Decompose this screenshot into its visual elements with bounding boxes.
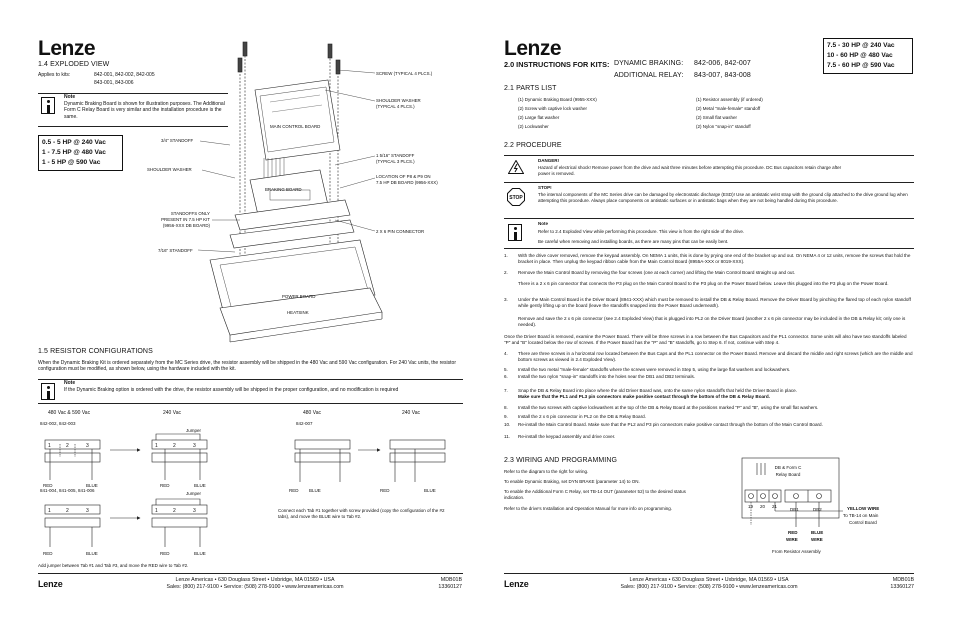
note2-text: If the Dynamic Braking option is ordered with the drive, the resistor assembly will be shipped in the proper configuration, and no modification is required [64,387,399,393]
terminal-19: 19 [748,504,754,509]
procedure-step [504,270,914,276]
parts-right-4: (2) Nylon "snap-in" standoff [696,124,751,129]
svg-text:2: 2 [173,508,176,514]
footer-doc-id: MDB01B [892,577,914,583]
danger-title: DANGER! [538,158,559,163]
applies-kits-line1: 842-001, 842-002, 842-005 [94,72,155,78]
footer-doc-id: MDB01B [440,577,462,583]
procedure-step-number: 11. [504,434,511,439]
note-text: Dynamic Braking Board is shown for illustration purposes. The Additional Form C Relay Board is very similar and the installation procedure is the same. [64,101,225,120]
label-power-board: POWER BOARD [282,294,316,299]
rating-line-2: 10 - 60 HP @ 480 Vac [827,52,893,59]
lenze-logo: Lenze [38,37,96,60]
procedure-step-text: There is a 2 x 6 pin connector that connects the P3 plug on the Main Control Board to the P3 plug on the Power Board below. Leave this plugged into the P3 plug on the Power Board. [518,281,889,286]
parts-right-2: (2) Metal "male-female" standoff [696,106,761,111]
footer-part-number: 13360127 [890,584,914,590]
procedure-step [504,414,914,420]
note-title: Note [64,94,76,100]
section-heading-wiring: 2.3 WIRING AND PROGRAMMING [504,457,618,464]
blue-wire-label-2: WIRE [811,537,823,542]
parts-right-1: (1) Resistor assembly (if ordered) [696,97,763,102]
svg-text:3: 3 [86,508,89,514]
procedure-step [504,334,914,346]
red-wire-label-2: WIRE [786,537,798,542]
terminal-21: 21 [772,504,778,509]
board-label-1: DB & Form C [774,465,802,470]
kit-value-additional-relay: 843-007, 843-008 [694,72,751,79]
footer-contact: Sales: (800) 217-9100 • Service: (508) 278-9100 • www.lenzeamericas.com [620,584,798,590]
warning-triangle-icon [508,160,524,174]
callout-standoff-34: 3/4" STANDOFF [161,138,194,143]
callout-pin-connector: 2 X 6 PIN CONNECTOR [376,229,425,234]
procedure-step-number: 8. [504,405,508,410]
kit-label-additional-relay: ADDITIONAL RELAY: [614,72,684,79]
yellow-wire-desc-1: To TB-14 on Main [843,513,879,518]
wire-red-b2: RED [380,488,390,493]
section-heading-parts-list: 2.1 PARTS LIST [504,85,557,92]
procedure-step-text: Install the 2 x 6 pin connector in PL2 on the DB & Relay Board. [518,414,646,419]
terminal-db2: DB2 [813,507,822,512]
procedure-step [504,434,914,440]
wire-red-a2: RED [160,483,170,488]
callout-standoff-1516-2: (TYPICAL 3 PLCS.) [376,159,415,164]
svg-text:1: 1 [48,508,51,514]
info-icon [41,97,55,114]
procedure-step-text: Snap the DB & Relay Board into place where the old Driver Board was, onto the same nylon standoffs that held the Driver Board in place. [518,388,798,393]
board-label-2: Relay Board [775,472,801,477]
danger-text: Hazard of electrical shock! Remove power from the drive and wait three minutes before attempting this procedure. DC Bus capacitors retain charge after power is removed. [538,165,842,176]
info-icon [508,224,522,241]
header-480-590: 480 Vac & 590 Vac [48,410,91,416]
from-resistor-label: From Resistor Assembly [772,549,821,554]
resistor-intro-text: When the Dynamic Braking Kit is ordered separately from the MC Series drive, the resistor assembly will be shipped in the 480 Vac and 590 Vac configuration. For 240 Vac units, the resistor configuration must be modified, as shown below, using the hardware included with the kit. [38,360,456,373]
procedure-step-text: Re-install the keypad assembly and drive cover. [518,434,616,439]
callout-standoff-716: 7/16" STANDOFF [158,248,193,253]
procedure-step [504,253,914,270]
note-title: Note [538,221,548,226]
ratings-box [38,135,123,171]
rating-line-1: 7.5 - 30 HP @ 240 Vac [827,42,895,49]
procedure-step [504,394,914,400]
callout-shoulder-washer-right-2: (TYPICAL 4 PLCS.) [376,104,415,109]
rating-line-2: 1 - 7.5 HP @ 480 Vac [42,149,106,156]
callout-leader-lines [140,70,380,260]
procedure-step [504,374,914,380]
procedure-step-number: 5. [504,367,508,372]
svg-text:3: 3 [193,508,196,514]
svg-text:3: 3 [86,443,89,449]
parts-left-1: (1) Dynamic Braking Board (9955-XXX) [518,97,597,102]
connect-tabs-text: Connect each Tab #1 together with screw provided (copy the configuration of the #2 tabs), and move the BLUE wire to Tab #2. [278,508,445,519]
footer-contact: Sales: (800) 217-9100 • Service: (508) 278-9100 • www.lenzeamericas.com [166,584,344,590]
footer-logo: Lenze [504,579,529,589]
procedure-step [504,297,914,314]
rating-line-1: 0.5 - 5 HP @ 240 Vac [42,139,106,146]
procedure-step-text: Once the Driver Board is removed, examine the Power Board. There will be three screws in a row between the Bus Capacitors and the PL1 connector. Some units will also have two standoffs labeled "P" and "B" located below the row of screws. If the Power Board has the "P" and "B" standoffs, go to Step 6. If not, continue with Step 4. [504,334,907,345]
section-heading-exploded-view: 1.4 EXPLODED VIEW [38,61,110,68]
footer-address: Lenze Americas • 630 Douglass Street • Uxbridge, MA 01569 • USA [629,577,789,583]
svg-text:3: 3 [193,443,196,449]
applies-label: Applies to kits: [38,72,71,78]
jumper-label-a: Jumper [186,428,202,433]
label-main-control-board: MAIN CONTROL BOARD [270,124,321,129]
kit-label-dynamic-braking: DYNAMIC BRAKING: [614,60,684,67]
section-heading-procedure: 2.2 PROCEDURE [504,142,562,149]
procedure-step-number: 9. [504,414,508,419]
procedure-step [504,281,914,293]
wire-blue-c1: BLUE [86,551,98,556]
procedure-step-number: 4. [504,351,508,356]
instructions-title: 2.0 INSTRUCTIONS FOR KITS: [504,60,610,69]
wiring-text-3: To enable the Additional Form C Relay, set TB-14 OUT (parameter 52) to the desired status indication. [504,489,686,500]
kits-a: 842-002, 842-003 [40,421,76,426]
parts-right-3: (2) Small flat washer [696,115,738,120]
lenze-logo: Lenze [504,37,562,60]
stop-sign-text: STOP [509,195,523,201]
procedure-step-text: With the drive cover removed, remove the keypad assembly. On NEMA 1 units, this is done by prying one end of the bracket up and out. On NEMA 4 or 12 units, remove the screws that hold the bracket in place. Then unplug the keypad ribbon cable from the Main Control Board (8955A-XXX or 8019-XXX). [518,253,911,264]
procedure-step [504,422,914,428]
procedure-step-text: Re-install the Main Control Board. Make sure that the PL2 and P3 pin connectors make positive contact through the bottom of the Main Control Board. [518,422,823,427]
terminal-20: 20 [760,504,766,509]
wiring-text-1: Refer to the diagram to the right for wiring. [504,469,589,474]
procedure-step-number: 7. [504,388,508,393]
procedure-step [504,367,914,373]
procedure-step [504,405,914,411]
wire-red-a1: RED [43,483,53,488]
applies-kits-line2: 843-001, 843-006 [94,80,134,86]
rating-line-3: 1 - 5 HP @ 590 Vac [42,159,101,166]
footer-rule [504,573,914,574]
svg-text:2: 2 [66,443,69,449]
wire-red-c1: RED [43,551,53,556]
callout-location-2: 7.5 HP DB BOARD (9956-XXX) [376,180,438,185]
wire-red-b1: RED [289,488,299,493]
red-wire-label-1: RED [788,530,798,535]
svg-text:1: 1 [155,443,158,449]
kit-value-dynamic-braking: 842-006, 842-007 [694,60,751,67]
parts-left-4: (2) Lockwasher [518,124,549,129]
svg-text:2: 2 [66,508,69,514]
procedure-step [504,316,914,328]
kits-c: 841-004, 841-005, 841-006 [40,488,95,493]
callout-screw: SCREW (TYPICAL 4 PLCS.) [376,71,433,76]
note-rule-bottom [504,248,914,249]
stop-rule-bottom [504,218,914,219]
danger-rule-top [504,155,914,156]
procedure-step-text: Remove the Main Control Board by removing the four screws (one at each corner) and lifting the Main Control Board straight up and out. [518,270,796,275]
wire-blue-c2: BLUE [194,551,206,556]
wire-red-c2: RED [160,551,170,556]
procedure-step-number: 1. [504,253,508,258]
svg-text:1: 1 [155,508,158,514]
callout-standoffs-only-3: (9956-XXX DB BOARD) [162,223,210,228]
header-240-a: 240 Vac [163,410,181,416]
callout-shoulder-washer-right-1: SHOULDER WASHER [376,98,421,103]
note-line-1: Refer to 2.4 Exploded View while performing this procedure. This view is from the right side of the drive. [538,229,745,234]
footer-address: Lenze Americas • 630 Douglass Street • Uxbridge, MA 01569 • USA [175,577,335,583]
footer-part-number: 13360127 [438,584,462,590]
header-480: 480 Vac [303,410,321,416]
procedure-step-number: 3. [504,297,508,302]
wiring-text-2: To enable Dynamic Braking, set DYN BRAKE (parameter 14) to ON. [504,479,640,484]
procedure-step-number: 2. [504,270,508,275]
callout-shoulder-washer-left: SHOULDER WASHER [147,167,192,172]
footer-logo: Lenze [38,579,63,589]
procedure-step-text: Install the two screws with captive lockwashers at the top of the DB & Relay Board at the positions marked "P" and "B", using the small flat washers. [518,405,819,410]
procedure-step-number: 6. [504,374,508,379]
ratings-box [823,38,913,74]
procedure-step-text: Remove and save the 2 x 6 pin connector (see 2.4 Exploded View) that is plugged into PL2 on the Driver Board (another 2 x 6 pin connector may be included in the DB & Relay kit; only one is needed). [518,316,906,327]
kits-b: 842-007 [296,421,313,426]
stop-sign-icon [507,188,525,206]
parts-left-2: (2) Screw with captive lock washer [518,106,588,111]
wire-blue-a1: BLUE [86,483,98,488]
label-braking-board: BRAKING BOARD [265,187,302,192]
terminal-db1: DB1 [790,507,799,512]
wire-blue-b2: BLUE [424,488,436,493]
note2-title: Note [64,380,76,386]
procedure-step [504,351,914,363]
yellow-wire-desc-2: Control Board [849,520,877,525]
footer-rule [38,573,463,574]
procedure-step-text: Install the two nylon "snap-in" standoffs into the holes near the DB1 and DB2 terminals. [518,374,696,379]
stop-title: STOP! [538,185,552,190]
info-icon [41,383,55,400]
label-heatsink: HEATSINK [287,310,309,315]
svg-text:1: 1 [48,443,51,449]
procedure-step-text: Make sure that the PL1 and PL3 pin connectors make positive contact through the bottom of the DB & Relay Board. [518,394,770,399]
procedure-step-number: 10. [504,422,511,427]
wiring-text-4: Refer to the drive's Installation and Operation Manual for more info on programming. [504,506,672,511]
note-line-2: Be careful when removing and installing boards, as there are many pins that can be easily bent. [538,239,729,244]
procedure-step-text: There are three screws in a horizontal row located between the Bus Caps and the PL1 connector on the Power Board. Remove and discard the middle and right screws (which are the middle and bottom screws as viewed in 2.4 Exploded View). [518,351,913,362]
danger-rule-bottom [504,182,914,183]
callout-standoff-1516-1: 1 5/16" STANDOFF [376,153,415,158]
right-page [477,0,954,626]
svg-text:2: 2 [173,443,176,449]
jumper-instruction-text: Add jumper between Tab #1 and Tab #3, and move the RED wire to Tab #2. [38,563,189,568]
blue-wire-label-1: BLUE [811,530,824,535]
resistor-config-diagrams [40,430,460,565]
note2-rule-bottom [38,403,463,404]
parts-left-3: (2) Large flat washer [518,115,560,120]
callout-standoffs-only-1: STANDOFFS ONLY [170,211,210,216]
callout-standoffs-only-2: PRESENT IN 7.5 HP KIT [161,217,210,222]
wire-blue-a2: BLUE [194,483,206,488]
wire-blue-b1: BLUE [309,488,321,493]
stop-text: The internal components of the MC Series drive can be damaged by electrostatic discharge (ESD)! Use an antistatic wrist strap with the ground clip attached to the drive ground lug when attempting this procedure. Always place components on antistatic surfaces or in antistatic bags when they are not being handled during this procedure. [538,192,908,203]
section-heading-resistor-configurations: 1.5 RESISTOR CONFIGURATIONS [38,348,153,355]
header-240-b: 240 Vac [402,410,420,416]
procedure-step-text: Under the Main Control Board is the Driver Board (8941-XXX) which must be removed to install the DB & Relay Board. Remove the Driver Board by pinching the flared top of each nylon standoff while gently lifting up on the board (leave the standoffs snapped into the Power Board underneath). [518,297,911,308]
procedure-step-text: Install the two metal "male-female" standoffs where the screws were removed in Step 5, using the large flat washers and lockwashers. [518,367,791,372]
callout-location-1: LOCATION OF P8 & P9 ON [376,174,431,179]
rating-line-3: 7.5 - 60 HP @ 590 Vac [827,62,895,69]
note2-rule-top [38,379,463,380]
jumper-label-b: Jumper [186,491,202,496]
yellow-wire-label: YELLOW WIRE [847,506,880,511]
